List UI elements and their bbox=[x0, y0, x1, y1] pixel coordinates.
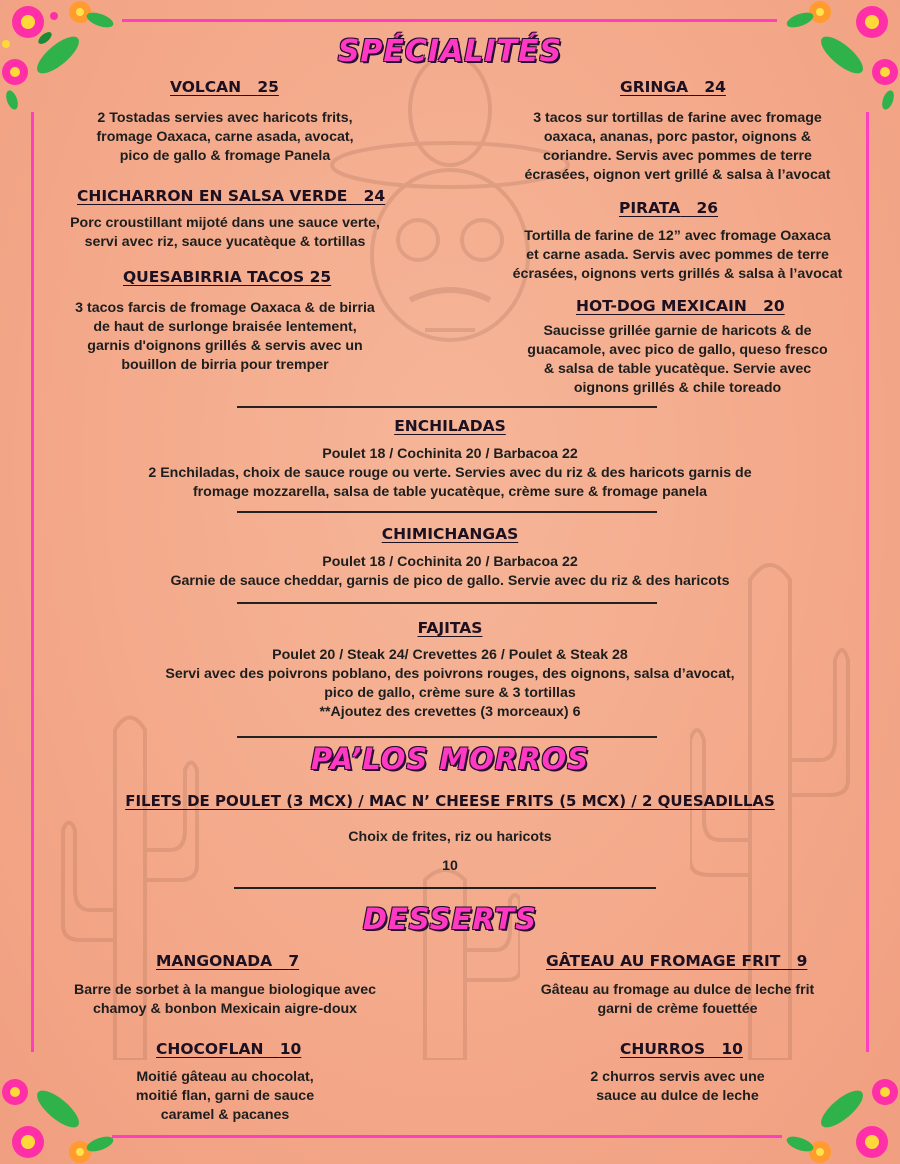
enchiladas-heading: ENCHILADAS bbox=[394, 417, 506, 435]
item-pirata-heading bbox=[619, 199, 718, 217]
desc-line: écrasées, oignon vert grillé & salsa à l’avocat bbox=[524, 167, 831, 183]
desc-line: 2 Enchiladas, choix de sauce rouge ou verte. Servies avec du riz & des haricots garnis de bbox=[148, 465, 752, 481]
item-name: HOT-DOG MEXICAIN bbox=[576, 297, 747, 315]
item-hotdog-heading bbox=[576, 297, 785, 315]
desc-line: pico de gallo & fromage Panela bbox=[119, 148, 331, 164]
frame-border-bottom bbox=[112, 1135, 782, 1138]
item-pirata-description bbox=[490, 227, 865, 284]
desc-line: Moitié gâteau au chocolat, bbox=[136, 1069, 314, 1085]
desserts-title: DESSERTS bbox=[362, 902, 538, 936]
desc-line: Barre de sorbet à la mangue biologique avec bbox=[74, 982, 376, 998]
item-name: QUESABIRRIA TACOS bbox=[123, 268, 305, 286]
frame-border-top bbox=[122, 19, 777, 22]
item-name: CHURROS bbox=[620, 1040, 706, 1058]
desc-line: sauce au dulce de leche bbox=[596, 1088, 759, 1104]
item-name: GRINGA bbox=[620, 78, 689, 96]
desc-line: de haut de surlonge braisée lentement, bbox=[93, 319, 357, 335]
specialites-title: SPÉCIALITÉS bbox=[337, 34, 563, 69]
kids-menu-items: FILETS DE POULET (3 MCX) / MAC N’ CHEESE FRITS (5 MCX) / 2 QUESADILLAS bbox=[125, 792, 775, 810]
price-line: Poulet 20 / Steak 24/ Crevettes 26 / Poulet & Steak 28 bbox=[272, 647, 628, 663]
item-chicharron-description bbox=[45, 214, 405, 252]
chimichangas-description bbox=[60, 553, 840, 591]
desc-line: oaxaca, ananas, porc pastor, oignons & bbox=[543, 129, 812, 145]
item-price: 20 bbox=[763, 297, 785, 315]
desc-line: garnis d'oignons grillés & servis avec un bbox=[87, 338, 363, 354]
divider bbox=[237, 736, 657, 738]
desc-line: guacamole, avec pico de gallo, queso fresco bbox=[527, 342, 828, 358]
divider bbox=[234, 887, 656, 889]
dessert-churros-description bbox=[540, 1068, 815, 1106]
item-price: 25 bbox=[309, 268, 332, 286]
item-chicharron-heading bbox=[77, 187, 385, 205]
desc-line: Tortilla de farine de 12” avec fromage Oaxaca bbox=[524, 228, 831, 244]
desc-line: moitié flan, garni de sauce bbox=[135, 1088, 315, 1104]
item-price: 24 bbox=[363, 187, 386, 205]
item-price: 10 bbox=[721, 1040, 743, 1058]
item-gringa-heading bbox=[620, 78, 726, 96]
kids-menu-choice: Choix de frites, riz ou haricots bbox=[348, 829, 552, 845]
item-price: 25 bbox=[257, 78, 279, 96]
desc-line: et carne asada. Servis avec pommes de terre bbox=[526, 247, 829, 263]
item-name: CHICHARRON EN SALSA VERDE bbox=[77, 187, 348, 205]
desc-line: Saucisse grillée garnie de haricots & de bbox=[543, 323, 812, 339]
item-price: 9 bbox=[796, 952, 808, 970]
desc-line: & salsa de table yucatèque. Servie avec bbox=[543, 361, 812, 377]
item-name: GÂTEAU AU FROMAGE FRIT bbox=[546, 952, 781, 970]
desc-line: 2 Tostadas servies avec haricots frits, bbox=[97, 110, 353, 126]
dessert-churros-heading bbox=[620, 1040, 743, 1058]
desc-line: Porc croustillant mijoté dans une sauce verte, bbox=[70, 215, 380, 231]
desc-line: **Ajoutez des crevettes (3 morceaux) 6 bbox=[319, 704, 581, 720]
desc-line: chamoy & bonbon Mexicain aigre-doux bbox=[92, 1001, 358, 1017]
fajitas-description bbox=[60, 646, 840, 722]
dessert-mangonada-heading bbox=[156, 952, 299, 970]
cactus-icon bbox=[370, 860, 520, 1060]
desc-line: garni de crème fouettée bbox=[597, 1001, 758, 1017]
desc-line: oignons grillés & chile toreado bbox=[573, 380, 782, 396]
desc-line: Gâteau au fromage au dulce de leche frit bbox=[540, 982, 815, 998]
kids-menu-title: PA’LOS MORROS bbox=[310, 742, 590, 776]
item-quesabirria-heading bbox=[123, 268, 331, 286]
desc-line: Servi avec des poivrons poblano, des poivrons rouges, des oignons, salsa d’avocat, bbox=[165, 666, 735, 682]
price-line: Poulet 18 / Cochinita 20 / Barbacoa 22 bbox=[322, 554, 578, 570]
desc-line: 3 tacos farcis de fromage Oaxaca & de birria bbox=[75, 300, 375, 316]
item-hotdog-description bbox=[490, 322, 865, 398]
dessert-gateau-description bbox=[490, 981, 865, 1019]
item-price: 26 bbox=[696, 199, 719, 217]
dessert-chocoflan-heading bbox=[156, 1040, 301, 1058]
desc-line: 3 tacos sur tortillas de farine avec fromage bbox=[533, 110, 822, 126]
desc-line: écrasées, oignons verts grillés & salsa à l’avocat bbox=[512, 266, 843, 282]
item-gringa-description bbox=[490, 109, 865, 185]
desc-line: caramel & pacanes bbox=[160, 1107, 290, 1123]
desc-line: bouillon de birria pour tremper bbox=[121, 357, 329, 373]
price-line: Poulet 18 / Cochinita 20 / Barbacoa 22 bbox=[322, 446, 578, 462]
desc-line: pico de gallo, crème sure & 3 tortillas bbox=[324, 685, 576, 701]
dessert-gateau-heading bbox=[546, 952, 807, 970]
kids-menu-price: 10 bbox=[442, 858, 458, 874]
item-name: PIRATA bbox=[619, 199, 681, 217]
enchiladas-description bbox=[60, 445, 840, 502]
divider bbox=[237, 511, 657, 513]
item-quesabirria-description bbox=[45, 299, 405, 375]
desc-line: coriandre. Servis avec pommes de terre bbox=[543, 148, 812, 164]
item-volcan-description bbox=[55, 109, 395, 166]
desc-line: 2 churros servis avec une bbox=[590, 1069, 765, 1085]
divider bbox=[237, 406, 657, 408]
item-price: 10 bbox=[279, 1040, 302, 1058]
desc-line: fromage Oaxaca, carne asada, avocat, bbox=[96, 129, 354, 145]
item-price: 24 bbox=[704, 78, 726, 96]
dessert-chocoflan-description bbox=[95, 1068, 355, 1125]
item-name: CHOCOFLAN bbox=[156, 1040, 264, 1058]
divider bbox=[237, 602, 657, 604]
desc-line: fromage mozzarella, salsa de table yucatèque, crème sure & fromage panela bbox=[192, 484, 708, 500]
desc-line: servi avec riz, sauce yucatèque & tortillas bbox=[84, 234, 366, 250]
chimichangas-heading: CHIMICHANGAS bbox=[381, 525, 519, 543]
item-volcan-heading bbox=[170, 78, 279, 96]
fajitas-heading: FAJITAS bbox=[417, 619, 483, 637]
item-price: 7 bbox=[288, 952, 300, 970]
dessert-mangonada-description bbox=[45, 981, 405, 1019]
desc-line: Garnie de sauce cheddar, garnis de pico de gallo. Servie avec du riz & des haricots bbox=[170, 573, 730, 589]
item-name: VOLCAN bbox=[170, 78, 242, 96]
item-name: MANGONADA bbox=[156, 952, 273, 970]
